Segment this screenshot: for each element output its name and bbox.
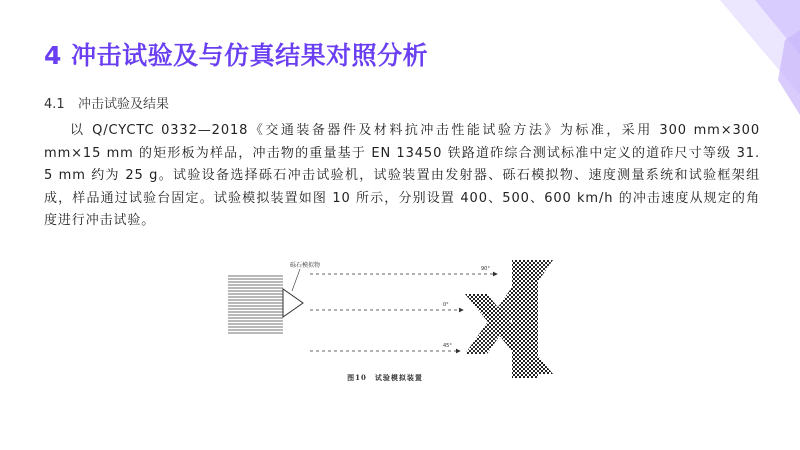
launcher-block bbox=[228, 274, 283, 334]
section-heading bbox=[44, 93, 169, 112]
page-title: 4 冲击试验及与仿真结果对照分析 bbox=[44, 41, 429, 70]
body-paragraph: 以 Q/CYCTC 0332—2018《交通装备器件及材料抗冲击性能试验方法》为标准，采用 300 mm×300 mm×15 mm 的矩形板为样品，冲击物的重量基于 EN 13450 铁路道砟综合测试标准中定义的道砟尺寸等级 31. 5 mm 约为 25 g。试验设备选择砾石冲击试验机，试验装置由发射器、砾石模拟物、速度测量系统和试验框架组成，样品通过试验台固定。试验模拟装置如图 10 所示，分别设置 400、500、600 km/h 的冲击速度从规定的角度进行冲击试验。 bbox=[44, 123, 760, 228]
projectile-label: 砾石模拟物 bbox=[290, 262, 321, 269]
angle-label-0: 0° bbox=[443, 302, 449, 308]
angle-label-45: 45° bbox=[443, 343, 452, 349]
section-heading-text: 冲击试验及结果 bbox=[78, 97, 170, 112]
test-device-figure bbox=[225, 254, 555, 389]
figure-caption: 图10 试验模拟装置 bbox=[347, 373, 423, 382]
projectile-triangle bbox=[283, 289, 303, 317]
section-number: 4.1 bbox=[44, 97, 65, 112]
sample-plates bbox=[465, 260, 553, 378]
corner-decoration bbox=[660, 0, 800, 130]
angle-label-90: 90° bbox=[481, 266, 490, 272]
